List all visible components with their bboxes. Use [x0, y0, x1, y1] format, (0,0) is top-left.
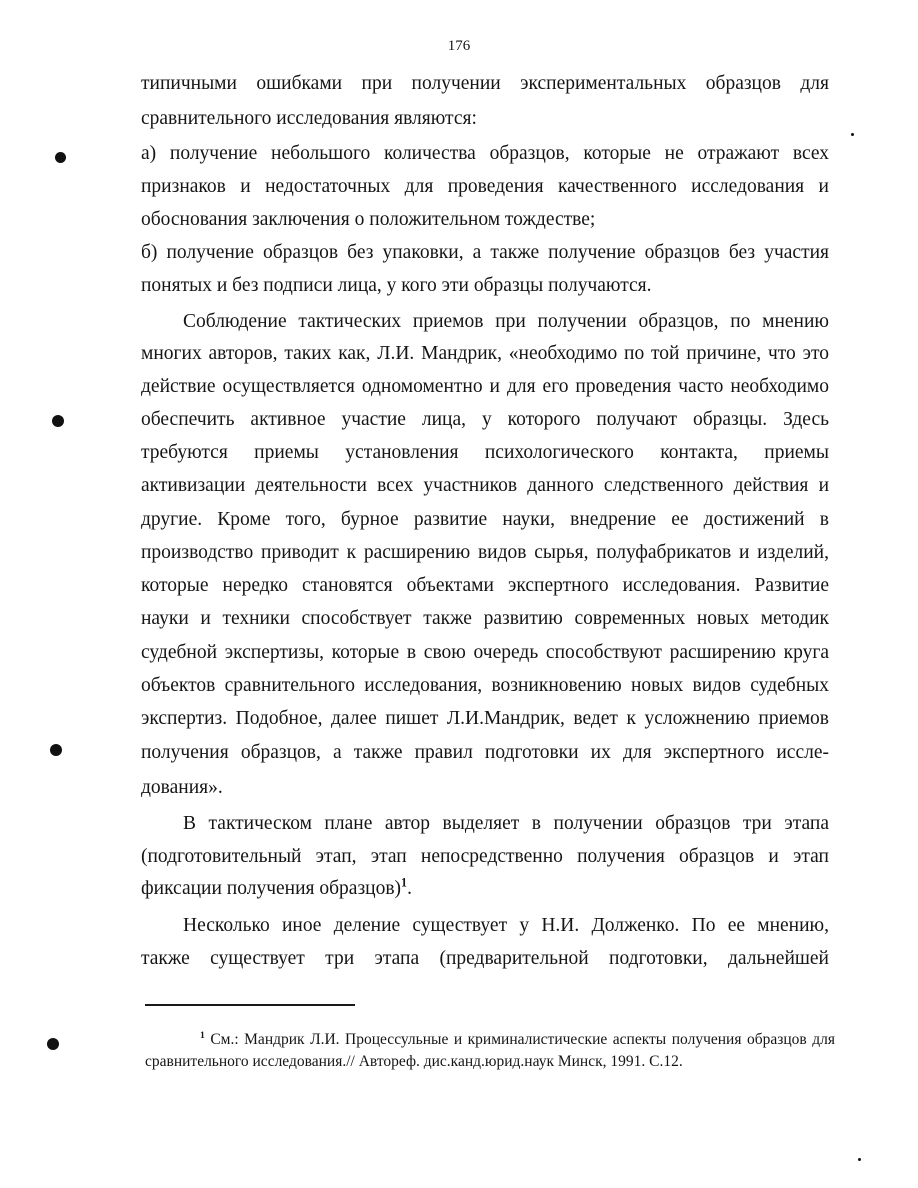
text-line: активизации деятельности всех участников данного следственного действия и — [141, 475, 829, 496]
text-line: обоснования заключения о положительном тождестве; — [141, 209, 596, 230]
scan-speck — [851, 133, 854, 136]
text-line: действие осуществляется одномоментно и для его проведения часто необходимо — [141, 376, 829, 397]
text-line: типичными ошибками при получении экспериментальных образцов для — [141, 73, 829, 94]
footnote-divider — [145, 1004, 355, 1006]
text-line: В тактическом плане автор выделяет в получении образцов три этапа — [183, 813, 829, 834]
text-line-content: фиксации получения образцов) — [141, 878, 402, 899]
text-line: получения образцов, а также правил подготовки их для экспертного иссле- — [141, 742, 829, 763]
page-number: 176 — [447, 38, 471, 54]
text-line: признаков и недостаточных для проведения качественного исследования и — [141, 176, 829, 197]
text-line: требуются приемы установления психологического контакта, приемы — [141, 442, 829, 463]
text-line: обеспечить активное участие лица, у которого получают образцы. Здесь — [141, 409, 829, 430]
text-line: другие. Кроме того, бурное развитие науки, внедрение ее достижений в — [141, 509, 829, 530]
text-line: объектов сравнительного исследования, возникновению новых видов судебных — [141, 675, 829, 696]
text-line: науки и техники способствует также развитию современных новых методик — [141, 608, 829, 629]
text-line: Несколько иное деление существует у Н.И. Долженко. По ее мнению, — [183, 915, 829, 936]
text-line: понятых и без подписи лица, у кого эти образцы получаются. — [141, 275, 652, 296]
text-line: судебной экспертизы, которые в свою очередь способствуют расширению круга — [141, 642, 829, 663]
scan-dot — [55, 152, 66, 163]
text-line: (подготовительный этап, этап непосредственно получения образцов и этап — [141, 846, 829, 867]
text-line: также существует три этапа (предварительной подготовки, дальнейшей — [141, 948, 829, 969]
text-line: фиксации получения образцов)$^1$. — [141, 875, 412, 899]
scan-dot — [52, 415, 64, 427]
scan-speck — [858, 1158, 861, 1161]
scan-dot — [50, 744, 62, 756]
text-line: производство приводит к расширению видов сырья, полуфабрикатов и изделий, — [141, 542, 829, 563]
text-line: дования». — [141, 777, 223, 798]
text-line: сравнительного исследования являются: — [141, 108, 477, 129]
text-line: многих авторов, таких как, Л.И. Мандрик, «необходимо по той причине, что это — [141, 343, 829, 364]
footnote-line-content: См.: Мандрик Л.И. Процессульные и криминалистические аспекты получения образцов для — [210, 1031, 835, 1048]
footnote-line: сравнительного исследования.// Автореф. дис.канд.юрид.наук Минск, 1991. С.12. — [145, 1053, 683, 1070]
text-line: экспертиз. Подобное, далее пишет Л.И.Мандрик, ведет к усложнению приемов — [141, 708, 829, 729]
scan-dot — [47, 1038, 59, 1050]
footnote-line — [200, 1030, 835, 1050]
text-line: которые нередко становятся объектами экспертного исследования. Развитие — [141, 575, 829, 596]
text-line: а) получение небольшого количества образцов, которые не отражают всех — [141, 143, 829, 164]
text-line: Соблюдение тактических приемов при получении образцов, по мнению — [183, 311, 829, 332]
footnote-number: 1 — [200, 1029, 205, 1041]
text-line: б) получение образцов без упаковки, а также получение образцов без участия — [141, 242, 829, 263]
footnote-marker: 1 — [401, 875, 408, 890]
